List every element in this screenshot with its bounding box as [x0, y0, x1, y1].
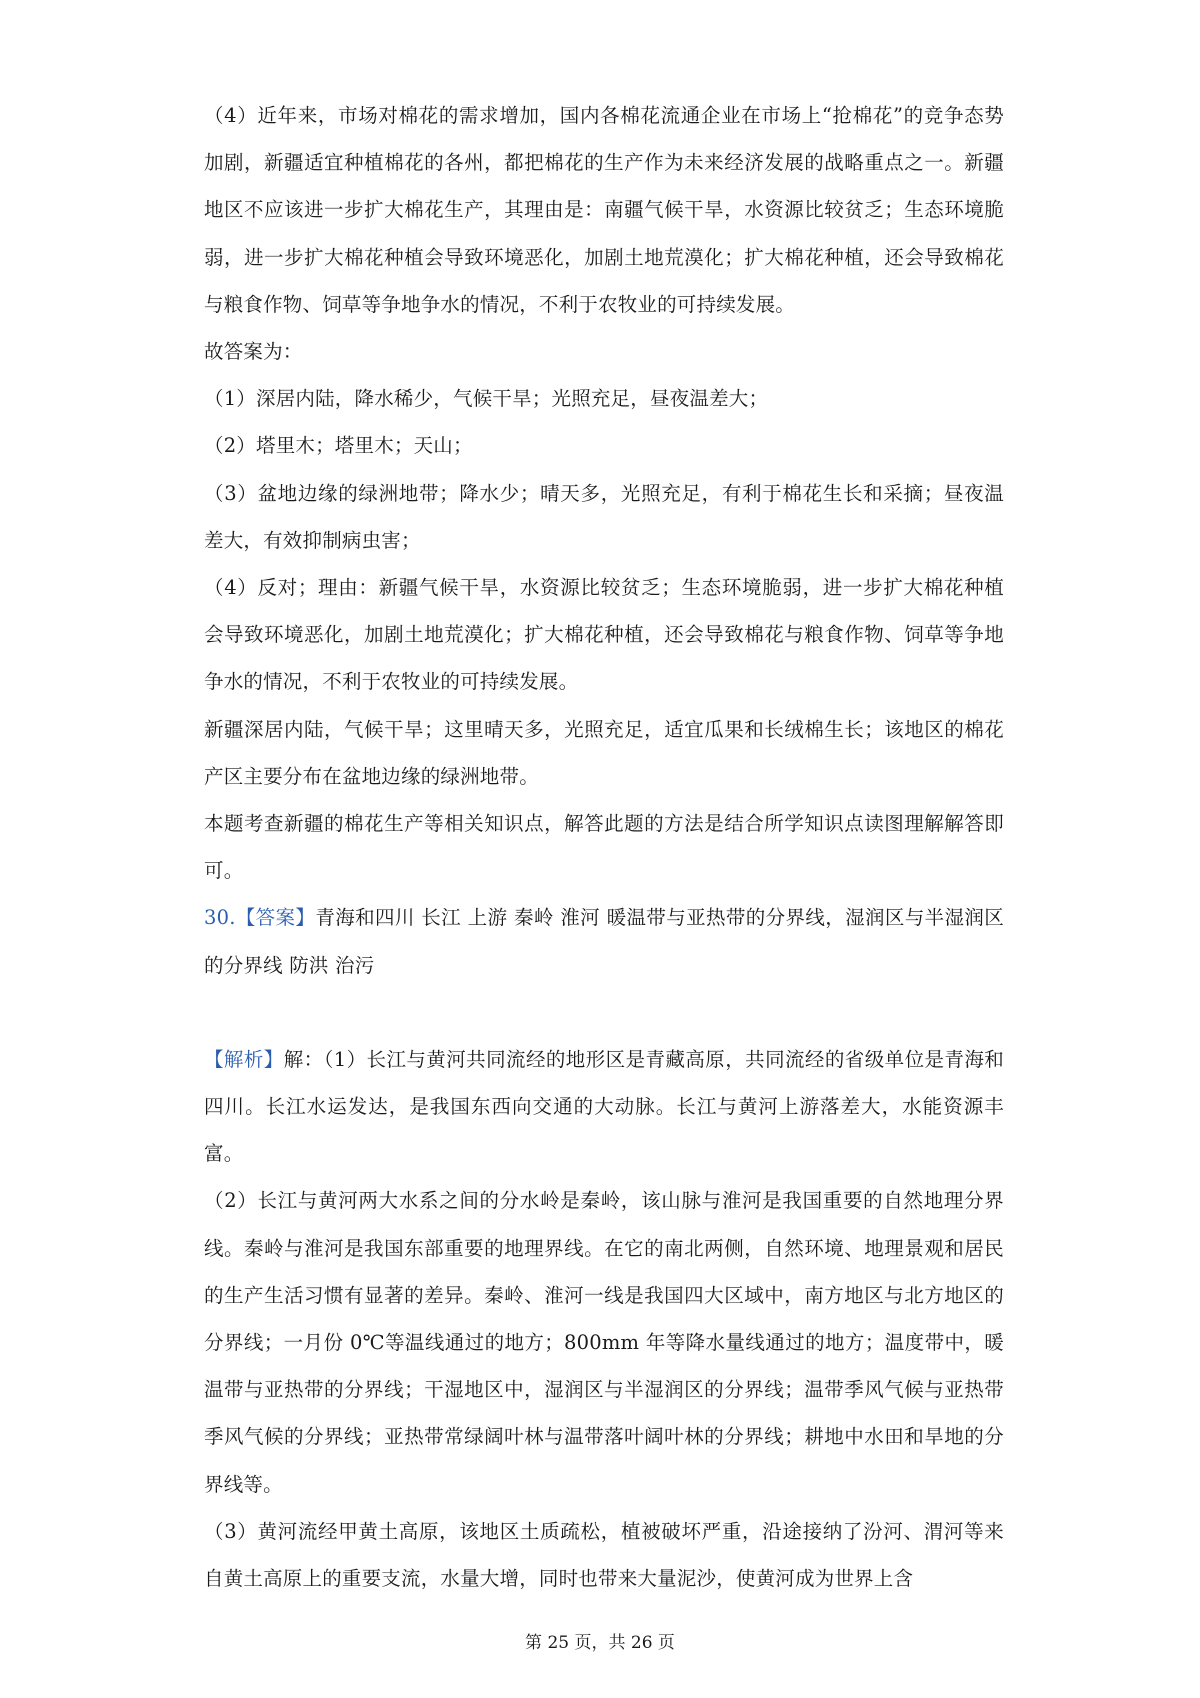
q30-analysis [204, 1036, 1004, 1178]
page-footer: 第 25 页，共 26 页 [525, 1633, 675, 1653]
paragraph-q29-part4: （4）近年来，市场对棉花的需求增加，国内各棉花流通企业在市场上“抢棉花”的竞争态势加剧，新疆适宜种植棉花的各州，都把棉花的生产作为未来经济发展的战略重点之一。新疆地区不应该进一步扩大棉花生产，其理由是：南疆气候干旱，水资源比较贫乏；生态环境脆弱，进一步扩大棉花种植会导致环境恶化，加剧土地荒漠化；扩大棉花种植，还会导致棉花与粮食作物、饲草等争地争水的情况，不利于农牧业的可持续发展。 [204, 104, 1004, 316]
paragraph-answer-intro: 故答案为： [204, 340, 303, 364]
paragraph-summary: 本题考查新疆的棉花生产等相关知识点，解答此题的方法是结合所学知识点读图理解解答即可。 [204, 812, 1004, 883]
paragraph-answer-4: （4）反对；理由：新疆气候干旱，水资源比较贫乏；生态环境脆弱，进一步扩大棉花种植会导致环境恶化，加剧土地荒漠化；扩大棉花种植，还会导致棉花与粮食作物、饲草等争地争水的情况，不利于农牧业的可持续发展。 [204, 576, 1004, 694]
q30-analysis-label: 【解析】 [204, 1047, 284, 1071]
paragraph-explanation: 新疆深居内陆，气候干旱；这里晴天多，光照充足，适宜瓜果和长绒棉生长；该地区的棉花产区主要分布在盆地边缘的绿洲地带。 [204, 717, 1004, 788]
q30-answer-text: 青海和四川 长江 上游 秦岭 淮河 暖温带与亚热带的分界线，湿润区与半湿润区的分界线 防洪 治污 [204, 906, 1004, 977]
q30-analysis-part2: （2）长江与黄河两大水系之间的分水岭是秦岭，该山脉与淮河是我国重要的自然地理分界线。秦岭与淮河是我国东部重要的地理界线。在它的南北两侧，自然环境、地理景观和居民的生产生活习惯有显著的差异。秦岭、淮河一线是我国四大区域中，南方地区与北方地区的分界线；一月份 0℃等温线通过的地方；800mm 年等降水量线通过的地方；温度带中，暖温带与亚热带的分界线；干湿地区中，湿润区与半湿润区的分界线；温带季风气候与亚热带季风气候的分界线；亚热带常绿阔叶林与温带落叶阔叶林的分界线；耕地中水田和旱地的分界线等。 [204, 1189, 1004, 1496]
q30-answer [204, 894, 1004, 988]
paragraph-answer-2: （2）塔里木；塔里木；天山； [204, 434, 473, 458]
paragraph-answer-3: （3）盆地边缘的绿洲地带；降水少；晴天多，光照充足，有利于棉花生长和采摘；昼夜温差大，有效抑制病虫害； [204, 481, 1004, 552]
q30-analysis-part3: （3）黄河流经甲黄土高原，该地区土质疏松，植被破坏严重，沿途接纳了汾河、渭河等来自黄土高原上的重要支流，水量大增，同时也带来大量泥沙，使黄河成为世界上含 [204, 1519, 1004, 1591]
q30-answer-label: 30.【答案】 [204, 906, 316, 930]
paragraph-answer-1: （1）深居内陆，降水稀少，气候干旱；光照充足，昼夜温差大； [204, 387, 769, 411]
q30-analysis-text: 解：（1）长江与黄河共同流经的地形区是青藏高原，共同流经的省级单位是青海和四川。长江水运发达，是我国东西向交通的大动脉。长江与黄河上游落差大，水能资源丰富。 [204, 1047, 1004, 1166]
spacer [204, 989, 1004, 1036]
page-content [204, 92, 1004, 1602]
